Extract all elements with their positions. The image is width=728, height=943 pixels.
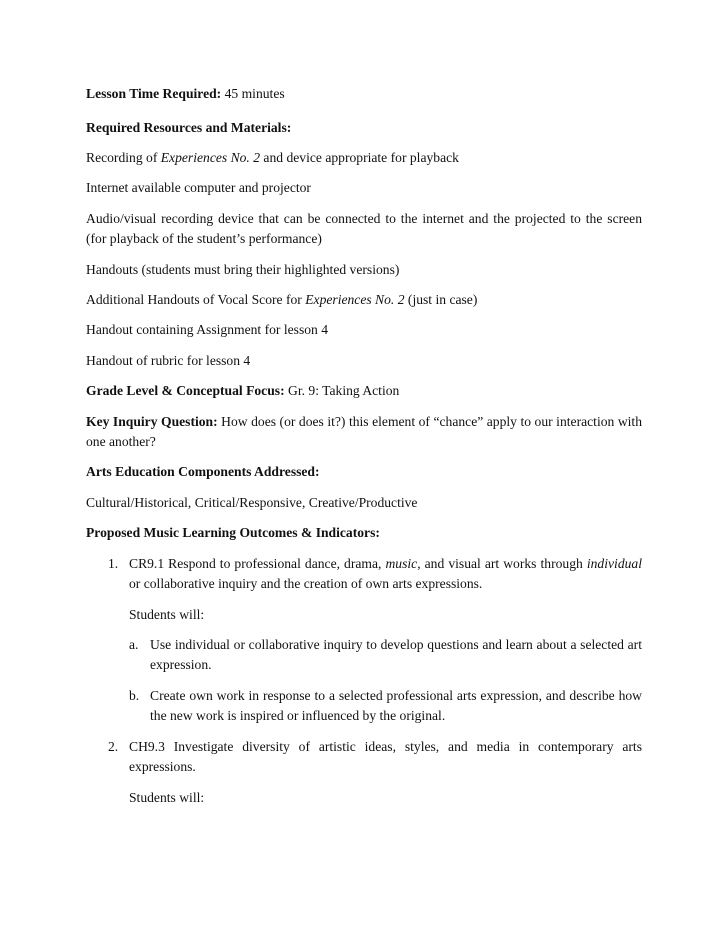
lesson-time-line [86, 84, 642, 104]
grade-level-line [86, 381, 642, 401]
resource-item-computer: Internet available computer and projector [86, 180, 311, 195]
outcome-2-students-will: Students will: [129, 790, 205, 805]
key-inquiry-label: Key Inquiry Question: [86, 414, 218, 429]
outcome-2-text: CH9.3 Investigate diversity of artistic ideas, styles, and media in contemporary arts expressions. [129, 739, 642, 774]
outcome-1-sub-b-text: Create own work in response to a selected professional arts expression, and describe how the new work is inspired or influenced by the original. [150, 688, 642, 723]
resources-heading: Required Resources and Materials: [86, 120, 292, 135]
lesson-time-value: 45 minutes [224, 86, 285, 101]
outcome-1-number: 1. [108, 556, 119, 571]
arts-components-value: Cultural/Historical, Critical/Responsive, Creative/Productive [86, 495, 418, 510]
resource-item-vocal-score: Additional Handouts of Vocal Score for Experiences No. 2 (just in case) [86, 292, 478, 307]
key-inquiry-line [86, 412, 642, 452]
outcome-1-students-will: Students will: [129, 607, 205, 622]
outcome-1-text: CR9.1 Respond to professional dance, drama, music, and visual art works through individual or collaborative inquiry and the creation of own arts expressions. [129, 556, 642, 591]
resource-item-assignment: Handout containing Assignment for lesson 4 [86, 322, 329, 337]
lesson-time-label: Lesson Time Required: [86, 86, 222, 101]
outcome-1-sub-a-letter: a. [129, 637, 139, 652]
outcome-2-number: 2. [108, 739, 119, 754]
arts-components-heading: Arts Education Components Addressed: [86, 464, 320, 479]
resource-item-recording-device: Audio/visual recording device that can be connected to the internet and the projected to the screen (for playback of the student’s performance) [86, 211, 642, 246]
outcome-1-sub-a-text: Use individual or collaborative inquiry to develop questions and learn about a selected art expression. [150, 637, 642, 672]
outcomes-heading: Proposed Music Learning Outcomes & Indicators: [86, 525, 380, 540]
resource-item-handouts: Handouts (students must bring their highlighted versions) [86, 262, 400, 277]
key-inquiry-value: How does (or does it?) this element of “chance” apply to our interaction with one another? [86, 414, 642, 449]
outcome-1-sub-b-letter: b. [129, 688, 140, 703]
resource-item-recording: Recording of Experiences No. 2 and device appropriate for playback [86, 150, 459, 165]
resource-item-rubric: Handout of rubric for lesson 4 [86, 353, 251, 368]
grade-level-value: Gr. 9: Taking Action [288, 383, 400, 398]
grade-level-label: Grade Level & Conceptual Focus: [86, 383, 285, 398]
